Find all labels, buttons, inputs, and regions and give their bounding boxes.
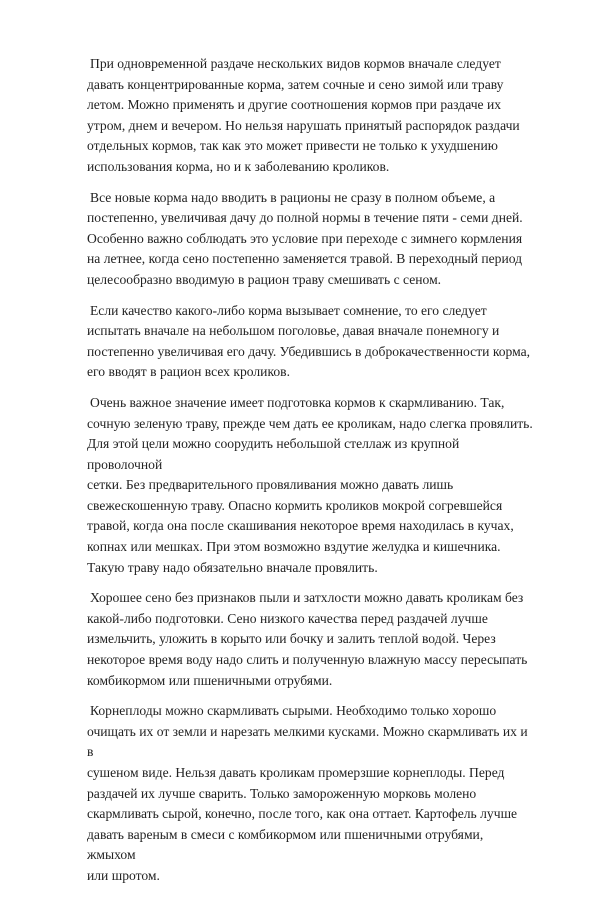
paragraph-root-crops: Корнеплоды можно скармливать сырыми. Необходимо только хорошо очищать их от земли и нарезать мелкими кусками. Можно скармливать их и в сушеном виде. Нельзя давать кроликам промерзшие корнеплоды. Перед раздачей их лучше сварить. Только замороженную морковь молено скармливать сырой, конечно, после того, как она оттает. Картофель лучше давать вареным в смеси с комбикормом или пшеничными отрубями, жмыхом или шротом.: [87, 703, 528, 883]
document-body: [87, 54, 533, 897]
paragraph-feed-preparation: Очень важное значение имеет подготовка кормов к скармливанию. Так, сочную зеленую траву, прежде чем дать ее кроликам, надо слегка провялить. Для этой цели можно соорудить небольшой стеллаж из крупной проволочной сетки. Без предварительного провяливания можно давать лишь свежескошенную траву. Опасно кормить кроликов мокрой согревшейся травой, когда она после скашивания некоторое время находилась в кучах, копнах или мешках. При этом возможно вздутие желудка и кишечника. Такую траву надо обязательно вначале провялить.: [87, 394, 533, 575]
paragraph-hay: Хорошее сено без признаков пыли и затхлости можно давать кроликам без какой-либо подготовки. Сено низкого качества перед раздачей лучше измельчить, уложить в корыто или бочку и залить теплой водой. Через некоторое время воду надо слить и полученную влажную массу пересыпать комбикормом или пшеничными отрубями.: [87, 590, 528, 688]
paragraph-new-feeds: Все новые корма надо вводить в рационы не сразу в полном объеме, а постепенно, увеличивая дачу до полной нормы в течение пяти - семи дней. Особенно важно соблюдать это условие при переходе с зимнего кормления на летнее, когда сено постепенно заменяется травой. В переходный период целесообразно вводимую в рацион траву смешивать с сеном.: [87, 189, 523, 287]
paragraph-feed-quality: Если качество какого-либо корма вызывает сомнение, то его следует испытать вначале на небольшом поголовье, давая вначале понемногу и постепенно увеличивая его дачу. Убедившись в доброкачественности корма, его вводят в рацион всех кроликов.: [87, 302, 531, 380]
paragraph-feeding-order: При одновременной раздаче нескольких видов кормов вначале следует давать концентрированные корма, затем сочные и сено зимой или траву летом. Можно применять и другие соотношения кормов при раздаче их утром, днем и вечером. Но нельзя нарушать принятый распорядок раздачи отдельных кормов, так как это может привести не только к ухудшению использования корма, но и к заболеванию кроликов.: [87, 56, 520, 174]
